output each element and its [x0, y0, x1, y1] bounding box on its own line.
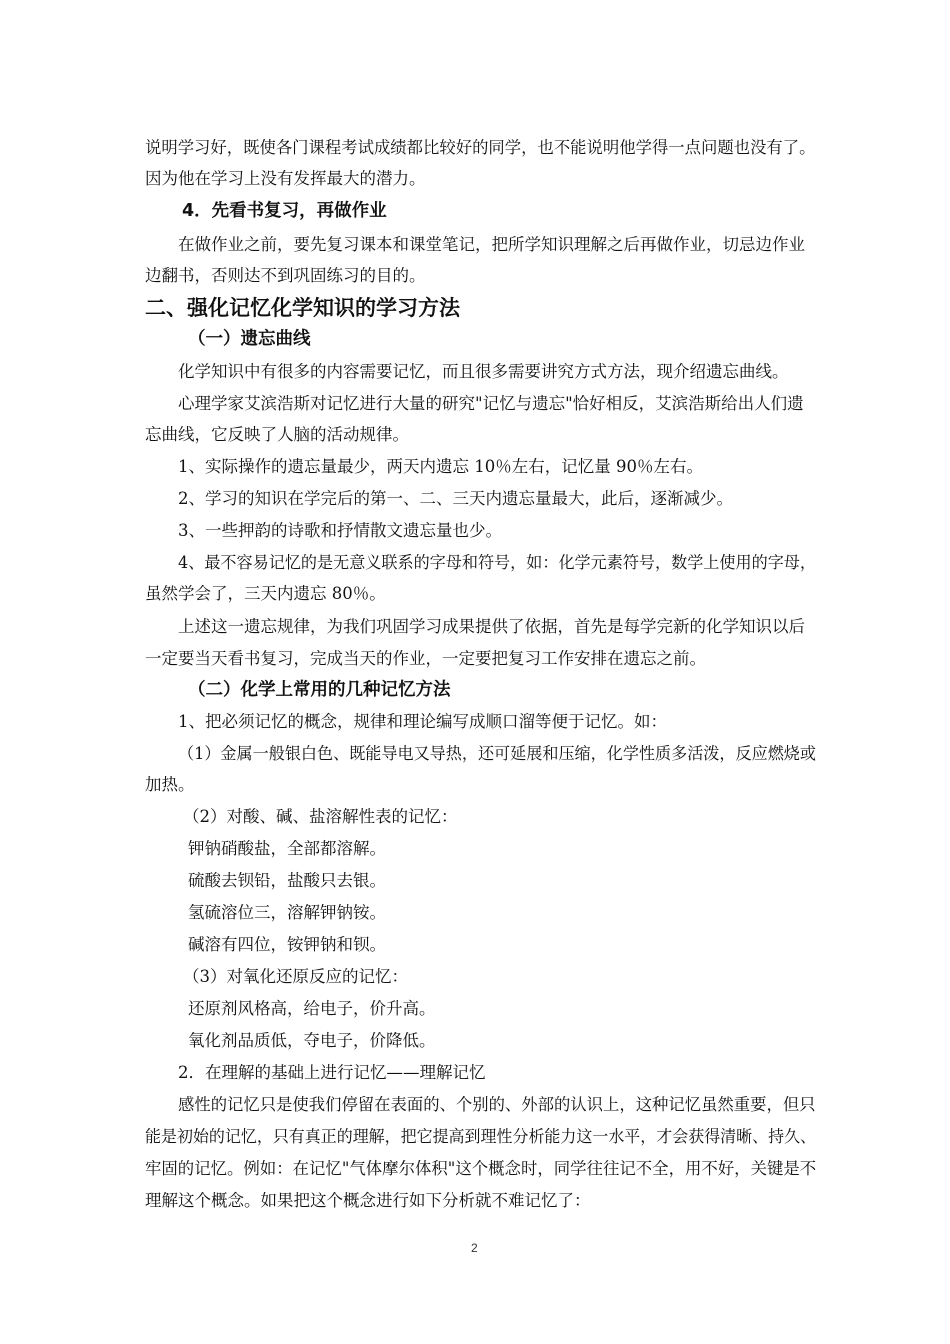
section-heading: （二）化学上常用的几种记忆方法 — [188, 680, 451, 700]
paragraph-line: 在做作业之前，要先复习课本和课堂笔记，把所学知识理解之后再做作业，切忌边作业 — [178, 235, 805, 254]
paragraph-line: 一定要当天看书复习，完成当天的作业，一定要把复习工作安排在遗忘之前。 — [145, 649, 706, 668]
paragraph-line: 边翻书，否则达不到巩固练习的目的。 — [145, 266, 426, 285]
paragraph-line: 牢固的记忆。例如：在记忆"气体摩尔体积"这个概念时，同学往往记不全，用不好，关键是不 — [145, 1159, 817, 1178]
paragraph-line: 能是初始的记忆，只有真正的理解，把它提高到理性分析能力这一水平，才会获得清晰、持久、 — [145, 1127, 817, 1146]
paragraph-line: 心理学家艾滨浩斯对记忆进行大量的研究"记忆与遗忘"恰好相反，艾滨浩斯给出人们遗 — [178, 394, 804, 413]
section-heading: 4．先看书复习，再做作业 — [182, 201, 387, 221]
paragraph-line: 虽然学会了，三天内遗忘 80％。 — [145, 584, 386, 603]
verse-line: 钾钠硝酸盐，全部都溶解。 — [188, 839, 386, 858]
paragraph-line: （3）对氧化还原反应的记忆： — [183, 967, 408, 986]
paragraph-line: 2．在理解的基础上进行记忆——理解记忆 — [178, 1063, 486, 1082]
list-item: 4、最不容易记忆的是无意义联系的字母和符号，如：化学元素符号，数学上使用的字母， — [178, 553, 816, 572]
list-item: 1、实际操作的遗忘量最少，两天内遗忘 10％左右，记忆量 90％左右。 — [178, 457, 703, 476]
paragraph-line: 加热。 — [145, 775, 195, 794]
paragraph-line: 说明学习好，既使各门课程考试成绩都比较好的同学，也不能说明他学得一点问题也没有了。 — [145, 138, 816, 157]
list-item: 2、学习的知识在学完后的第一、二、三天内遗忘量最大，此后，逐渐减少。 — [178, 489, 733, 508]
verse-line: 氧化剂品质低，夺电子，价降低。 — [188, 1031, 436, 1050]
paragraph-line: 因为他在学习上没有发挥最大的潜力。 — [145, 169, 426, 188]
verse-line: 碱溶有四位，铵钾钠和钡。 — [188, 935, 386, 954]
section-heading: （一）遗忘曲线 — [188, 329, 311, 349]
paragraph-line: （1）金属一般银白色、既能导电又导热，还可延展和压缩，化学性质多活泼，反应燃烧或 — [178, 744, 816, 763]
paragraph-line: 感性的记忆只是使我们停留在表面的、个别的、外部的认识上，这种记忆虽然重要，但只 — [178, 1095, 816, 1114]
page-number: 2 — [471, 1241, 478, 1255]
paragraph-line: 1、把必须记忆的概念，规律和理论编写成顺口溜等便于记忆。如： — [178, 712, 667, 731]
verse-line: 硫酸去钡铅，盐酸只去银。 — [188, 871, 386, 890]
paragraph-line: 上述这一遗忘规律，为我们巩固学习成果提供了依据，首先是每学完新的化学知识以后 — [178, 617, 805, 636]
paragraph-line: 化学知识中有很多的内容需要记忆，而且很多需要讲究方式方法，现介绍遗忘曲线。 — [178, 362, 789, 381]
paragraph-line: 忘曲线，它反映了人脑的活动规律。 — [145, 425, 409, 444]
verse-line: 氢硫溶位三，溶解钾钠铵。 — [188, 903, 386, 922]
paragraph-line: 理解这个概念。如果把这个概念进行如下分析就不难记忆了： — [145, 1191, 591, 1210]
verse-line: 还原剂风格高，给电子，价升高。 — [188, 999, 436, 1018]
list-item: 3、一些押韵的诗歌和抒情散文遗忘量也少。 — [178, 521, 502, 540]
chapter-heading: 二、强化记忆化学知识的学习方法 — [145, 296, 460, 320]
paragraph-line: （2）对酸、碱、盐溶解性表的记忆： — [183, 807, 458, 826]
